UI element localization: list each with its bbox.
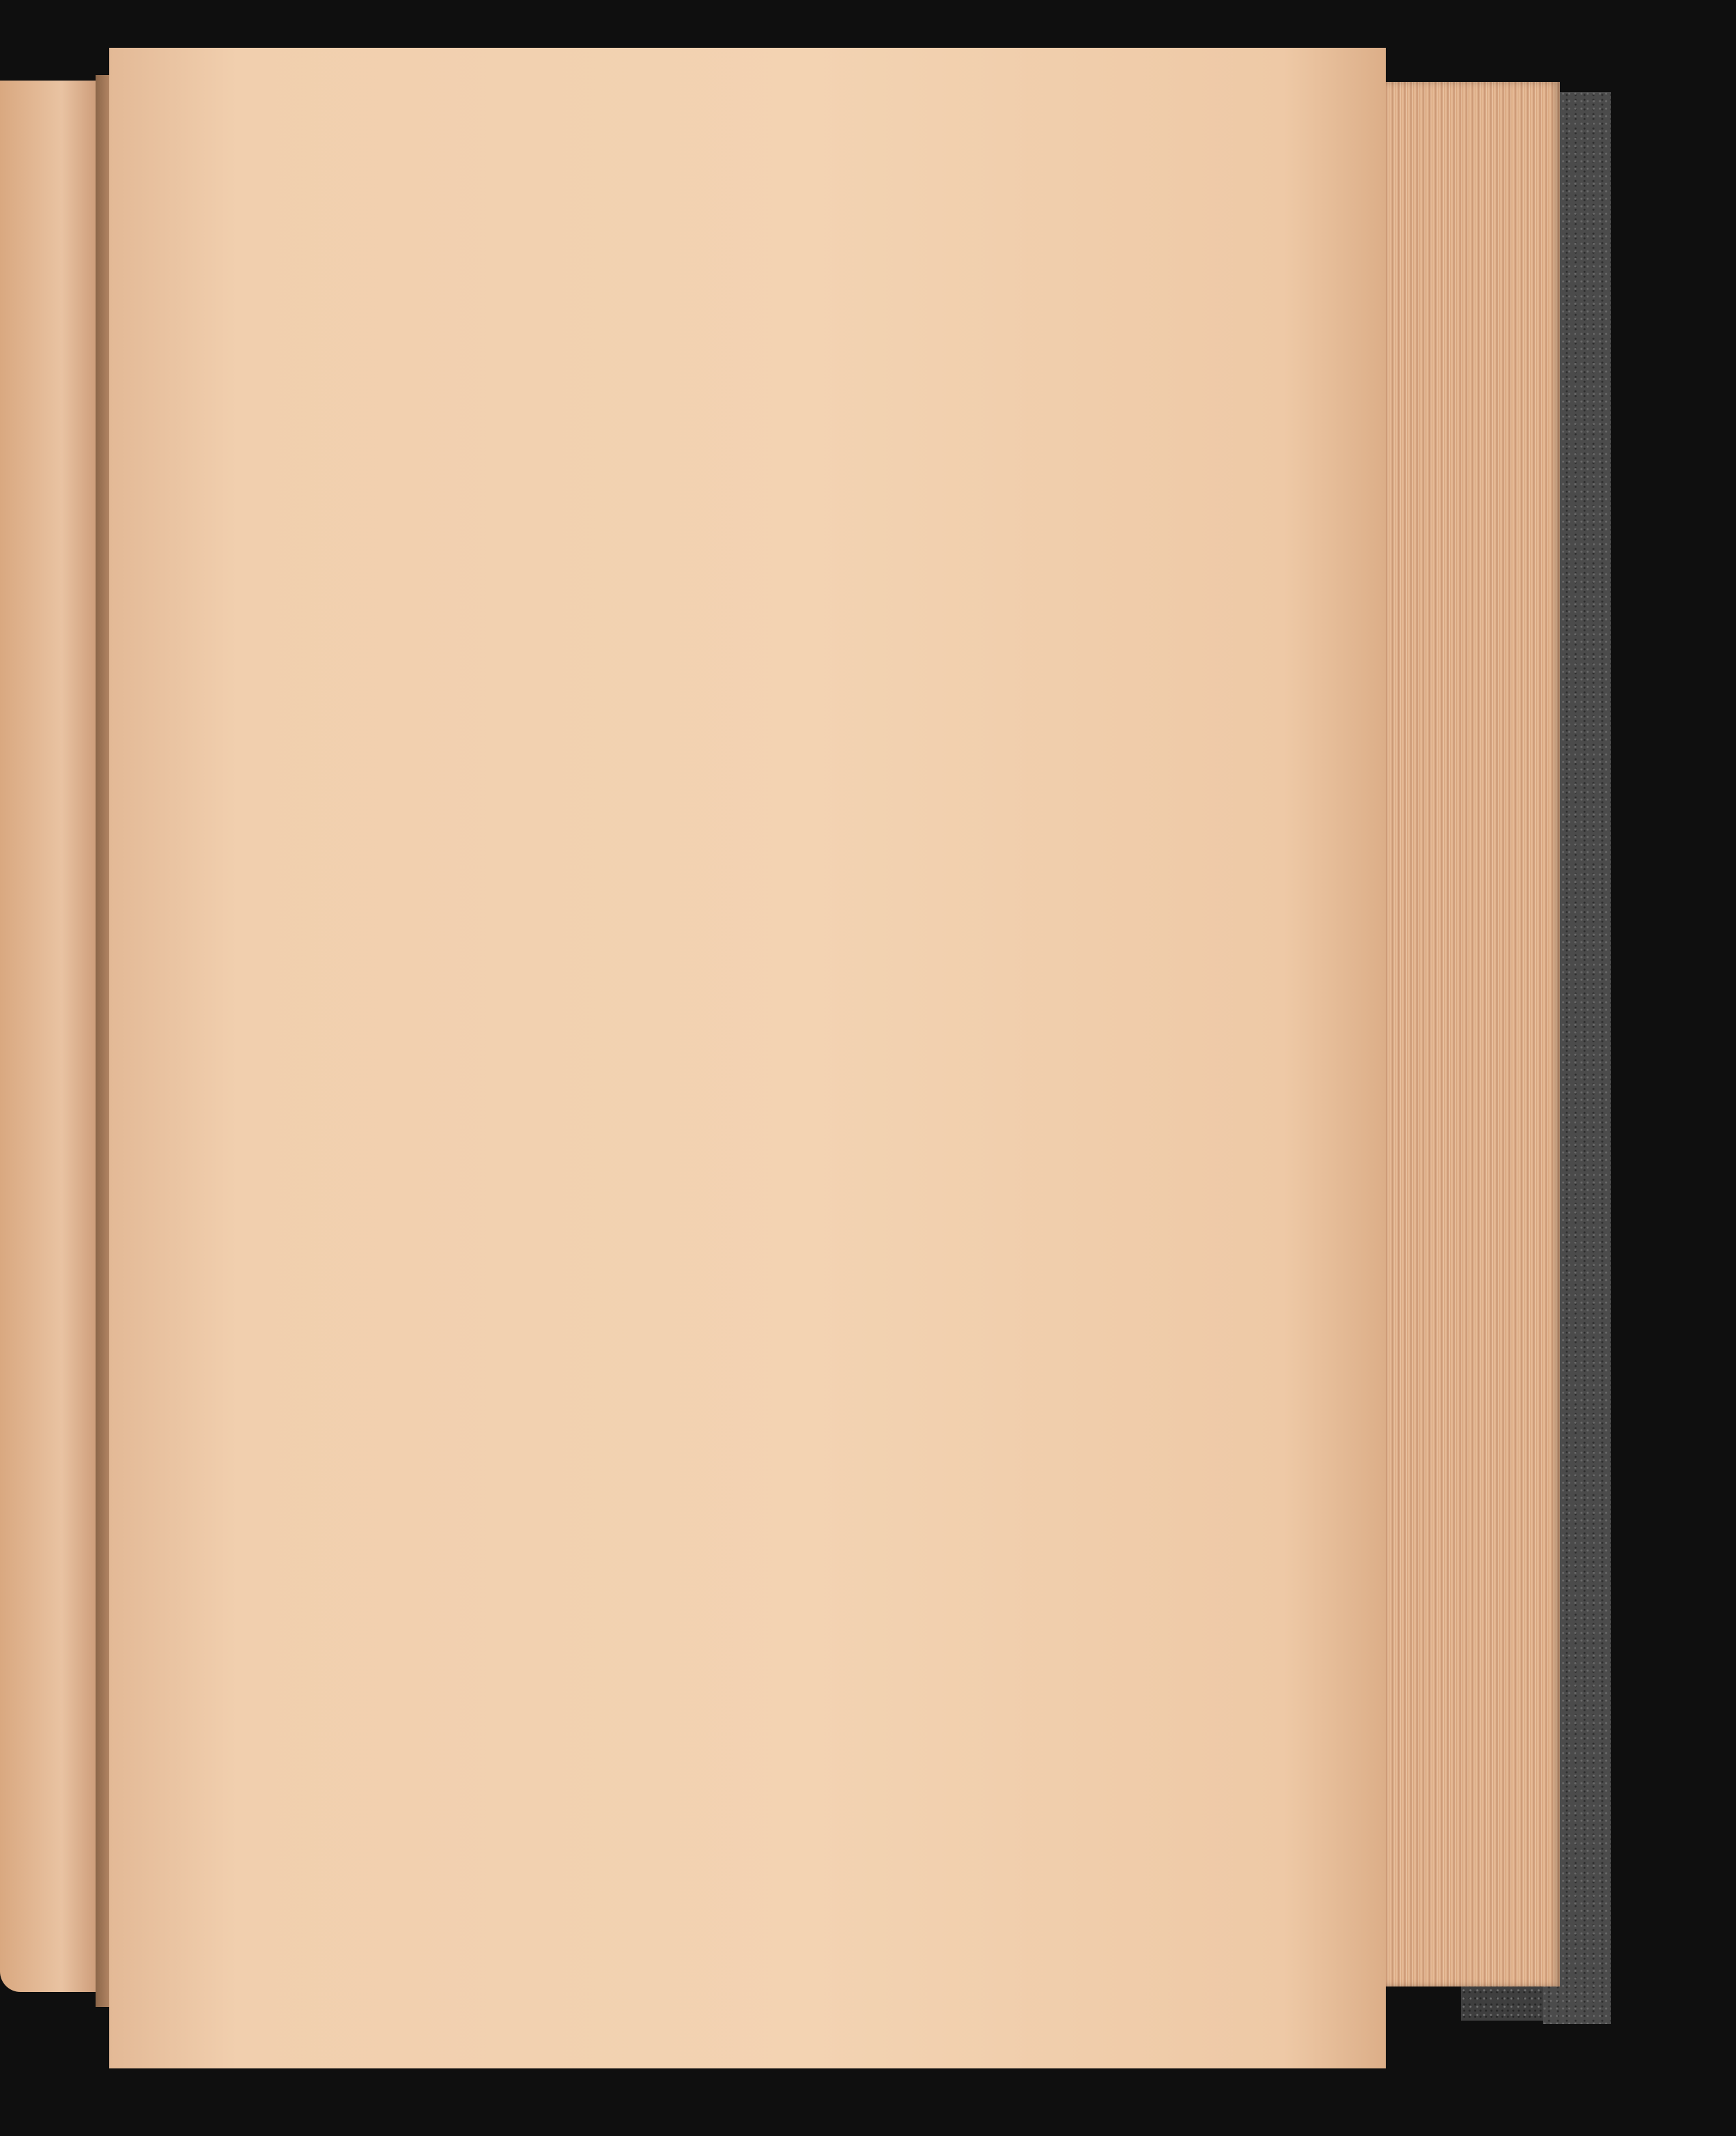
page-edges (1382, 82, 1560, 1987)
book-page (109, 48, 1386, 2068)
left-page-edge (0, 81, 102, 1992)
